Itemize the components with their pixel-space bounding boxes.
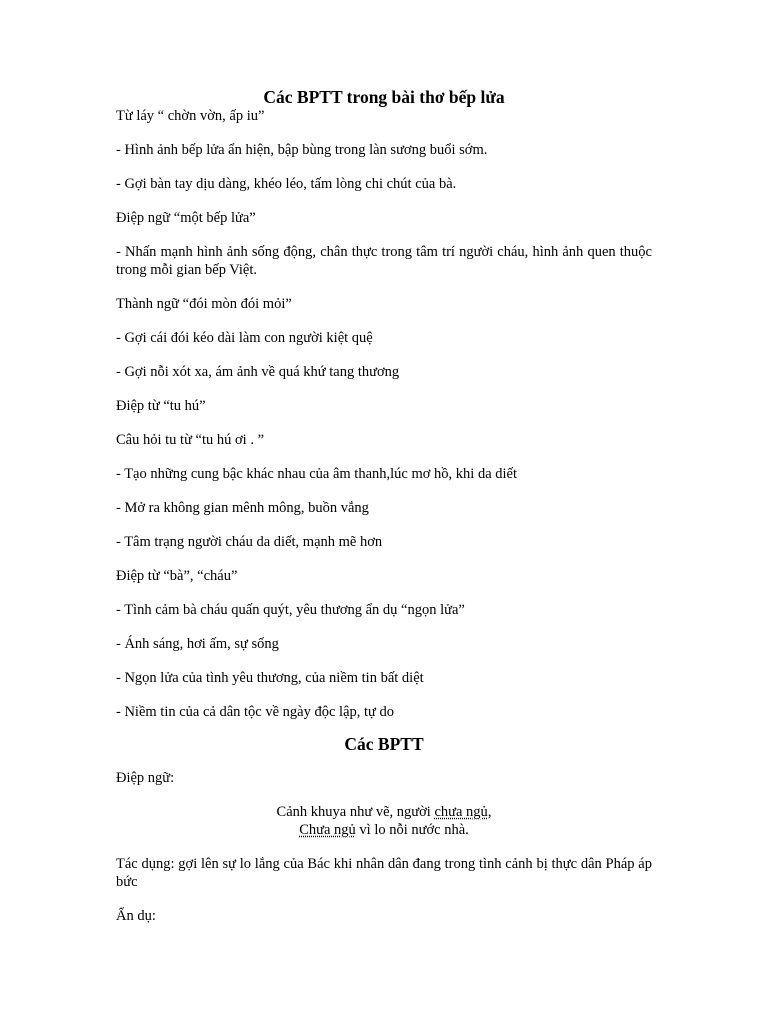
paragraph: Thành ngữ “đói mòn đói mỏi”	[116, 296, 292, 312]
document-page	[116, 87, 652, 941]
paragraph: - Ngọn lửa của tình yêu thương, của niềm tin bất diệt	[116, 670, 424, 686]
an-du-label: Ẩn dụ:	[116, 908, 156, 924]
paragraph: Từ láy “ chờn vờn, ấp iu”	[116, 108, 265, 124]
paragraph: Điệp ngữ “một bếp lửa”	[116, 210, 256, 226]
document-title: Các BPTT trong bài thơ bếp lửa	[263, 87, 505, 107]
section-title: Các BPTT	[344, 734, 424, 754]
paragraph: - Hình ảnh bếp lửa ẩn hiện, bập bùng trong làn sương buổi sớm.	[116, 142, 488, 158]
poem-underlined-text: chưa ngủ	[434, 804, 488, 820]
poem-text: Cảnh khuya như vẽ, người	[276, 804, 435, 820]
poem-line-1	[116, 803, 652, 821]
poem-quote	[116, 803, 652, 839]
tac-dung-paragraph: Tác dụng: gợi lên sự lo lắng của Bác khi nhân dân đang trong tình cảnh bị thực dân Pháp áp bức	[116, 856, 652, 890]
paragraph: - Ánh sáng, hơi ấm, sự sống	[116, 636, 279, 652]
paragraph: - Tâm trạng người cháu da diết, mạnh mẽ hơn	[116, 534, 383, 550]
poem-text: vì lo nỗi nước nhà.	[355, 822, 469, 838]
paragraph: - Mở ra không gian mênh mông, buồn vắng	[116, 500, 369, 516]
paragraph: Điệp từ “tu hú”	[116, 398, 206, 414]
paragraph: - Tình cảm bà cháu quấn quýt, yêu thương ẩn dụ “ngọn lửa”	[116, 602, 465, 618]
poem-underlined-text: Chưa ngủ	[299, 822, 356, 838]
paragraph: - Gợi nỗi xót xa, ám ảnh về quá khứ tang thương	[116, 364, 400, 380]
diep-ngu-label: Điệp ngữ:	[116, 770, 175, 786]
poem-text: ,	[487, 804, 492, 820]
paragraph: - Gợi bàn tay dịu dàng, khéo léo, tấm lòng chi chút của bà.	[116, 176, 457, 192]
paragraph: Câu hỏi tu từ “tu hú ơi . ”	[116, 432, 265, 448]
paragraph: - Nhấn mạnh hình ảnh sống động, chân thực trong tâm trí người cháu, hình ảnh quen thuộc trong mỗi gian bếp Việt.	[116, 244, 652, 278]
paragraph: - Gợi cái đói kéo dài làm con người kiệt quệ	[116, 330, 373, 346]
poem-line-2	[116, 821, 652, 839]
paragraph: Điệp từ “bà”, “cháu”	[116, 568, 238, 584]
paragraph: - Tạo những cung bậc khác nhau của âm thanh,lúc mơ hồ, khi da diết	[116, 466, 518, 482]
paragraph: - Niềm tin của cả dân tộc về ngày độc lập, tự do	[116, 704, 395, 720]
